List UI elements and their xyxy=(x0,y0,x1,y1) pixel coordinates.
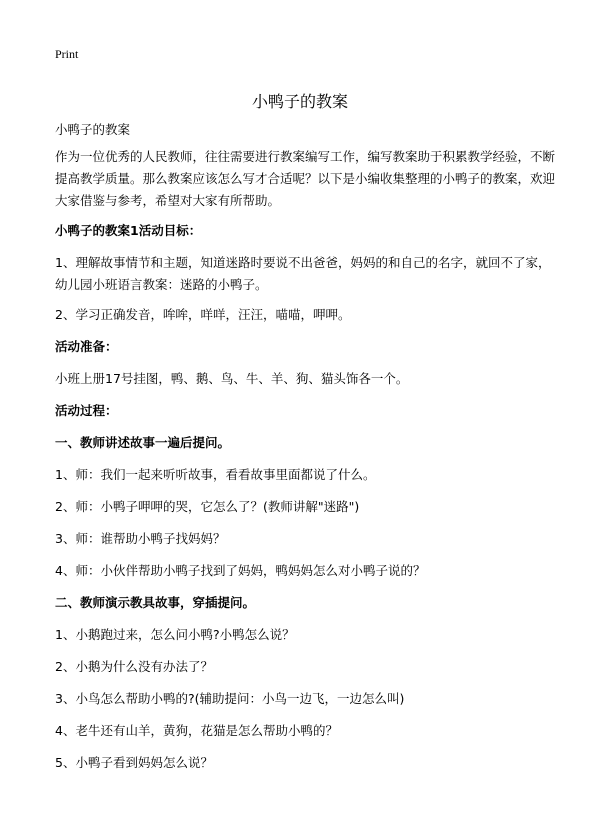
list-item: 1、师：我们一起来听听故事，看看故事里面都说了什么。 xyxy=(55,467,376,482)
section-heading-goals: 小鸭子的教案1活动目标： xyxy=(55,223,202,238)
print-label: Print xyxy=(55,47,79,61)
document-subtitle: 小鸭子的教案 xyxy=(55,122,131,137)
goal-item: 2、学习正确发音，哞哞，咩咩，汪汪，喵喵，呷呷。 xyxy=(55,307,351,322)
list-item: 4、师：小伙伴帮助小鸭子找到了妈妈，鸭妈妈怎么对小鸭子说的？ xyxy=(55,563,426,578)
step-heading-1: 一、教师讲述故事一遍后提问。 xyxy=(55,435,231,450)
list-item: 3、小鸟怎么帮助小鸭的?(辅助提问：小鸟一边飞，一边怎么叫) xyxy=(55,691,405,706)
list-item: 1、小鹅跑过来，怎么问小鸭?小鸭怎么说？ xyxy=(55,627,295,642)
list-item: 4、老牛还有山羊，黄狗，花猫是怎么帮助小鸭的？ xyxy=(55,723,338,738)
preparation-text: 小班上册17号挂图，鸭、鹅、鸟、牛、羊、狗、猫头饰各一个。 xyxy=(55,371,409,386)
goal-item: 1、理解故事情节和主题，知道迷路时要说不出爸爸，妈妈的和自己的名字，就回不了家，幼儿园小班语言教案：迷路的小鸭子。 xyxy=(55,255,551,292)
page-title: 小鸭子的教案 xyxy=(251,91,348,111)
list-item: 3、师：谁帮助小鸭子找妈妈？ xyxy=(55,531,226,546)
list-item: 5、小鸭子看到妈妈怎么说？ xyxy=(55,755,213,770)
document-body xyxy=(55,119,555,784)
list-item: 2、小鹅为什么没有办法了？ xyxy=(55,659,213,674)
intro-paragraph: 作为一位优秀的人民教师，往往需要进行教案编写工作，编写教案助于积累教学经验，不断提高教学质量。那么教案应该怎么写才合适呢？以下是小编收集整理的小鸭子的教案，欢迎大家借鉴与参考，希望对大家有所帮助。 xyxy=(55,149,556,208)
section-heading-process: 活动过程： xyxy=(55,403,118,418)
step-heading-2: 二、教师演示教具故事，穿插提问。 xyxy=(55,595,256,610)
list-item: 2、师：小鸭子呷呷的哭，它怎么了？(教师讲解"迷路") xyxy=(55,499,360,514)
section-heading-preparation: 活动准备： xyxy=(55,339,118,354)
